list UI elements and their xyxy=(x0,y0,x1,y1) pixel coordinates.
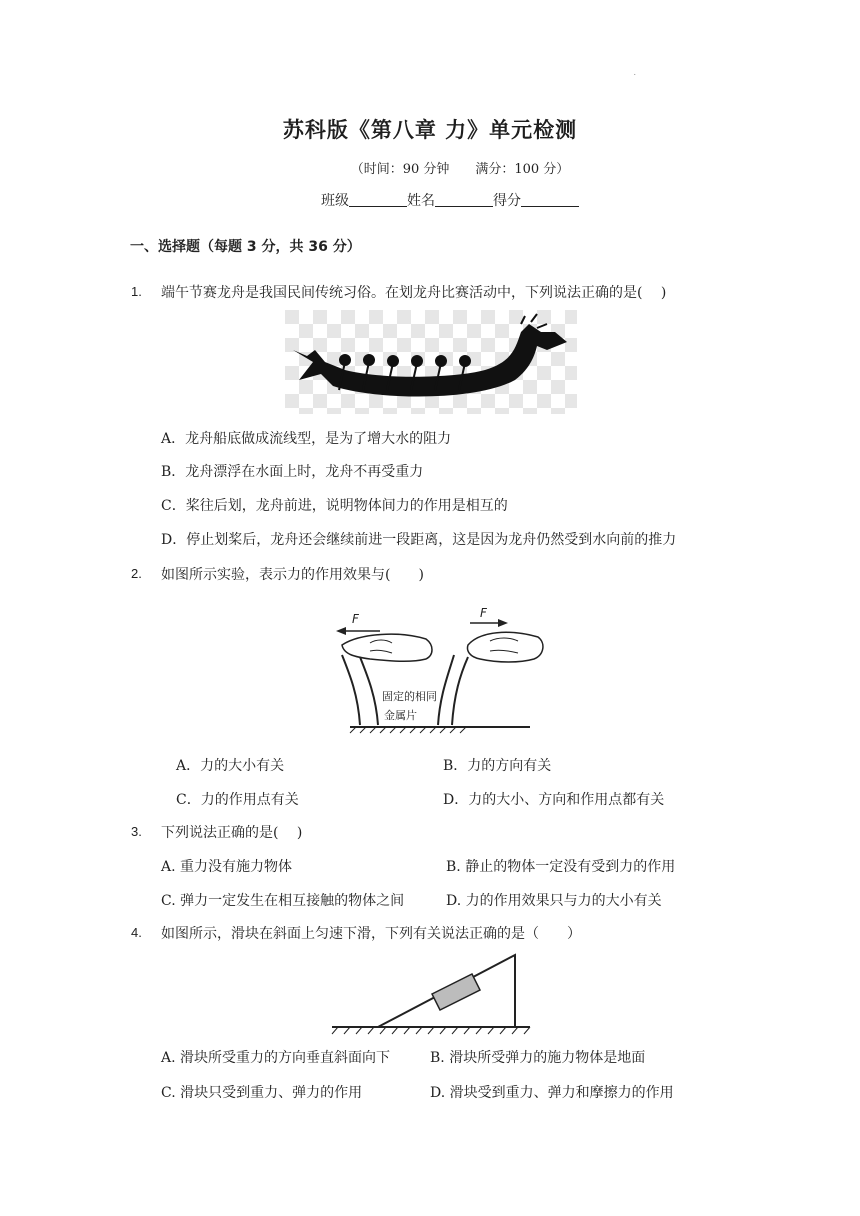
question-text: 如图所示，滑块在斜面上匀速下滑，下列有关说法正确的是（ ） xyxy=(161,926,581,942)
option-b[interactable]: B．龙舟漂浮在水面上时，龙舟不再受重力 xyxy=(161,464,424,480)
dragon-boat-figure xyxy=(285,310,577,414)
section-heading: 一、选择题（每题 3 分，共 36 分） xyxy=(130,239,361,255)
option-c[interactable]: C．力的作用点有关 xyxy=(176,792,299,808)
option-a[interactable]: A. 滑块所受重力的方向垂直斜面向下 xyxy=(161,1050,391,1066)
question-number: 2. xyxy=(131,566,142,581)
option-c[interactable]: C. 弹力一定发生在相互接触的物体之间 xyxy=(161,893,405,909)
metal-strip-figure xyxy=(330,605,550,735)
name-blank[interactable] xyxy=(435,191,493,207)
strip-label-line1: 固定的相同 xyxy=(382,690,437,703)
question-text: 下列说法正确的是( ) xyxy=(161,825,303,841)
corner-dot: . xyxy=(633,68,636,77)
force-label-right: F xyxy=(480,606,487,620)
option-b[interactable]: B. 滑块所受弹力的施力物体是地面 xyxy=(430,1050,646,1066)
option-d[interactable]: D. 滑块受到重力、弹力和摩擦力的作用 xyxy=(430,1085,674,1101)
page-title: 苏科版《第八章 力》单元检测 xyxy=(282,118,578,142)
name-label: 姓名 xyxy=(407,193,435,209)
option-c[interactable]: C．桨往后划，龙舟前进，说明物体间力的作用是相互的 xyxy=(161,498,508,514)
option-d[interactable]: D. 力的作用效果只与力的大小有关 xyxy=(446,893,662,909)
score-label: 得分 xyxy=(493,193,521,209)
option-a[interactable]: A．力的大小有关 xyxy=(176,758,285,774)
exam-subtitle: （时间：90 分钟 满分：100 分） xyxy=(350,162,570,177)
strip-label-line2: 金属片 xyxy=(384,709,417,722)
option-b[interactable]: B. 静止的物体一定没有受到力的作用 xyxy=(446,859,676,875)
option-c[interactable]: C. 滑块只受到重力、弹力的作用 xyxy=(161,1085,363,1101)
option-a[interactable]: A. 重力没有施力物体 xyxy=(161,859,293,875)
incline-figure xyxy=(330,950,535,1040)
question-number: 3. xyxy=(131,824,142,839)
option-a[interactable]: A．龙舟船底做成流线型，是为了增大水的阻力 xyxy=(161,431,452,447)
student-info-line xyxy=(0,190,860,210)
question-number: 4. xyxy=(131,925,142,940)
slider-block xyxy=(432,974,480,1010)
option-d[interactable]: D．力的大小、方向和作用点都有关 xyxy=(443,792,665,808)
option-d[interactable]: D．停止划桨后，龙舟还会继续前进一段距离，这是因为龙舟仍然受到水向前的推力 xyxy=(161,532,677,548)
question-text: 端午节赛龙舟是我国民间传统习俗。在划龙舟比赛活动中，下列说法正确的是( ) xyxy=(161,285,667,301)
force-label-left: F xyxy=(352,612,359,626)
question-text: 如图所示实验，表示力的作用效果与( ) xyxy=(161,567,424,583)
class-label: 班级 xyxy=(321,193,349,209)
class-blank[interactable] xyxy=(349,191,407,207)
option-b[interactable]: B．力的方向有关 xyxy=(443,758,552,774)
score-blank[interactable] xyxy=(521,191,579,207)
question-number: 1. xyxy=(131,284,142,299)
